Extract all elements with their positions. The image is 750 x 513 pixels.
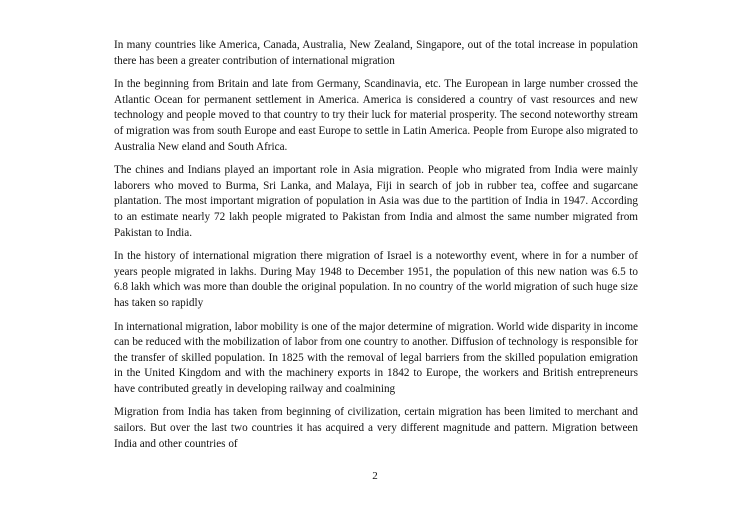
document-body bbox=[114, 38, 638, 460]
paragraph-european-migration: In the beginning from Britain and late from Germany, Scandinavia, etc. The European in large number crossed the Atlantic Ocean for permanent settlement in America. America is considered a country of vast resources and new technology and people moved to that country to try their luck for material prosperity. The second noteworthy stream of migration was from south Europe and east Europe to settle in Latin America. People from Europe also migrated to Australia New eland and South Africa. bbox=[114, 78, 638, 153]
page-number: 2 bbox=[372, 470, 378, 482]
paragraph-israel-migration: In the history of international migration there migration of Israel is a noteworthy event, where in for a number of years people migrated in lakhs. During May 1948 to December 1951, the population of this new nation was 6.5 to 6.8 lakh which was more than double the original population. In no country of the world migration of such huge size has taken so rapidly bbox=[114, 250, 638, 309]
paragraph-asia-migration: The chines and Indians played an important role in Asia migration. People who migrated from India were mainly laborers who moved to Burma, Sri Lanka, and Malaya, Fiji in search of job in rubber tea, coffee and sugarcane plantation. The most important migration of population in Asia was due to the partition of India in 1947. According to an estimate nearly 72 lakh people migrated to Pakistan from India and almost the same number migrated from Pakistan to India. bbox=[114, 164, 638, 239]
paragraph-migration-from-india: Migration from India has taken from beginning of civilization, certain migration has been limited to merchant and sailors. But over the last two countries it has acquired a very different magnitude and pattern. Migration between India and other countries of bbox=[114, 406, 638, 450]
paragraph-labor-mobility: In international migration, labor mobility is one of the major determine of migration. World wide disparity in income can be reduced with the mobilization of labor from one country to another. Diffusion of technology is responsible for the transfer of skilled population. In 1825 with the removal of legal barriers from the skilled population emigration in the United Kingdom and with the machinery exports in 1842 to Europe, the workers and British entrepreneurs have contributed greatly in developing railway and coalmining bbox=[114, 320, 638, 395]
paragraph-international-migration-contribution: In many countries like America, Canada, Australia, New Zealand, Singapore, out of the total increase in population there has been a greater contribution of international migration bbox=[114, 39, 638, 67]
